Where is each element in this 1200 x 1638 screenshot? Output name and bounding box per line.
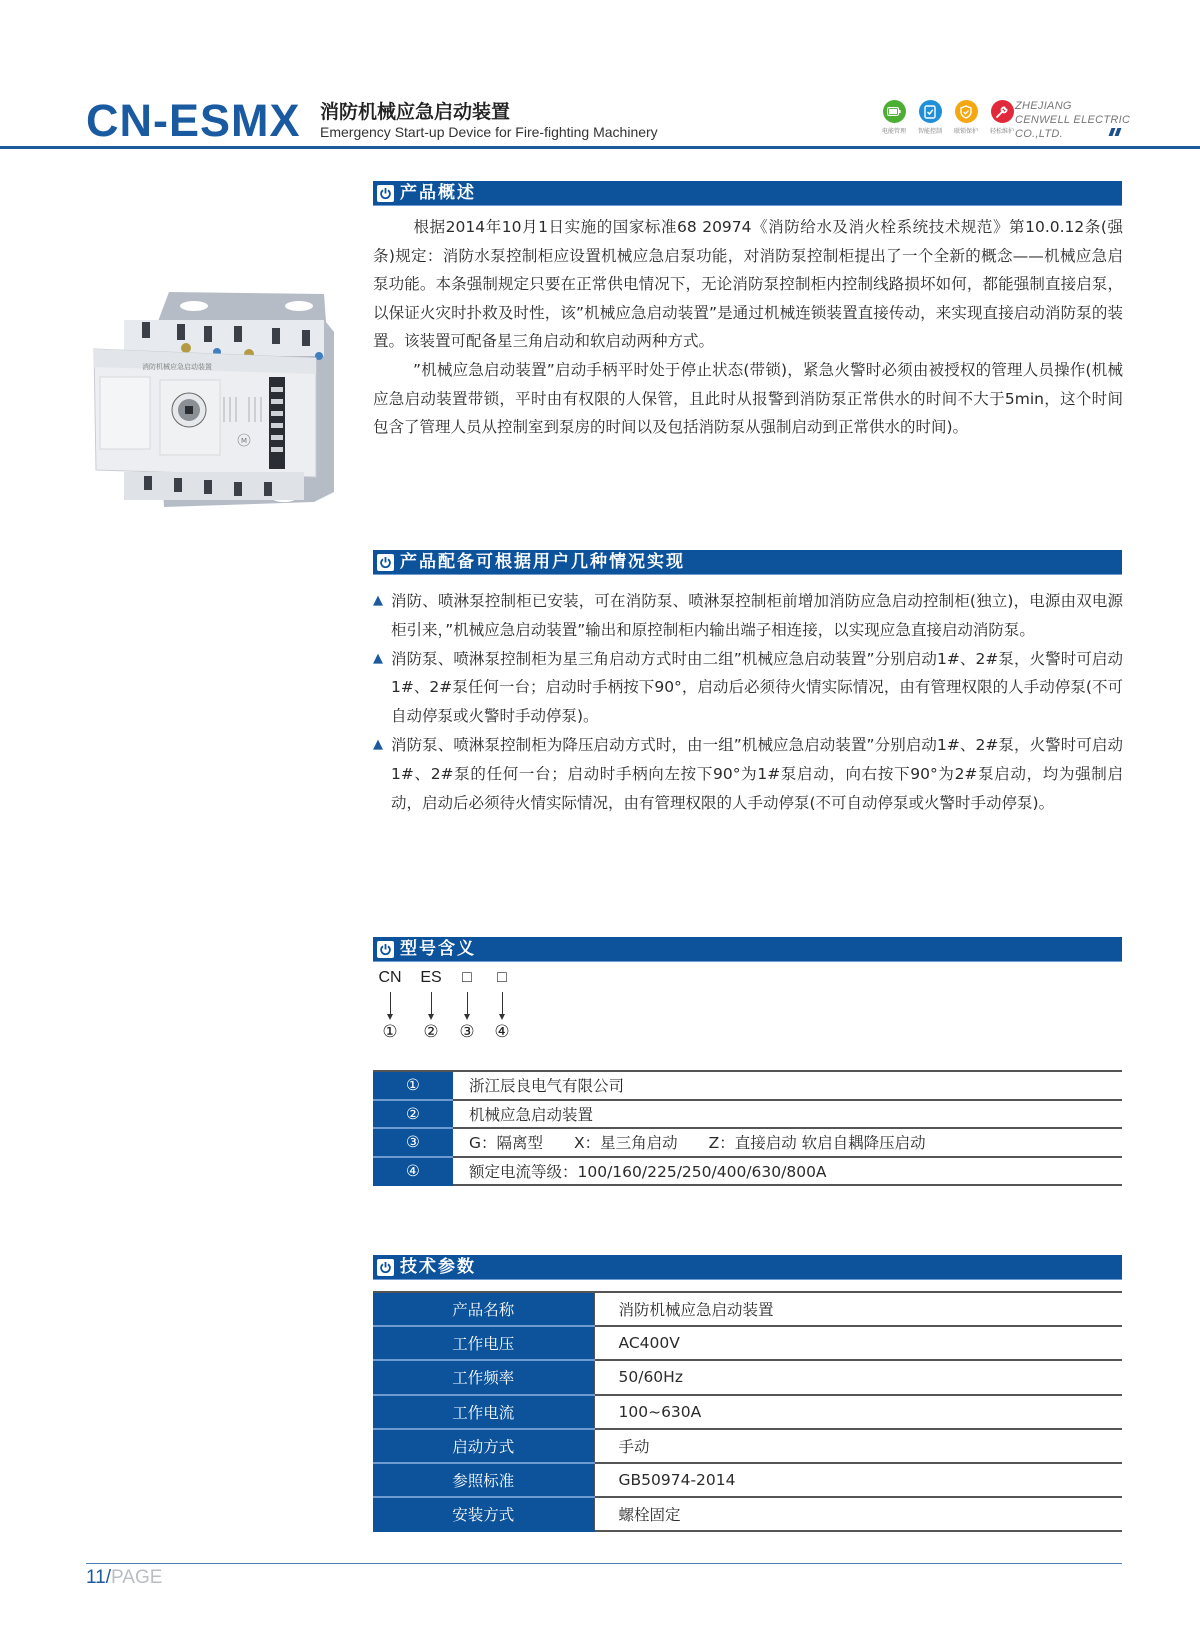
model-meaning-table <box>373 1070 1122 1186</box>
arrow-down-icon <box>467 992 468 1016</box>
row-value: 浙江辰良电气有限公司 <box>453 1071 1122 1100</box>
company-line: ZHEJIANG <box>1015 100 1072 112</box>
feature-interlock <box>952 100 980 135</box>
segment-code: □ <box>462 969 472 986</box>
param-name: 安装方式 <box>373 1497 594 1531</box>
section-header-overview <box>373 181 1122 206</box>
param-value: 螺栓固定 <box>594 1497 1122 1531</box>
page-number-value: 11/ <box>86 1567 112 1588</box>
list-item-text: 消防泵、喷淋泵控制柜为星三角启动方式时由二组”机械应急启动装置”分别启动1#、2#泵，火警时可启动1#、2#泵任何一台；启动时手柄按下90°，启动后必须待火情实际情况，由有管理权限的人手动停泵(不可自动停泵或火警时手动停泵)。 <box>391 649 1123 726</box>
page-word: PAGE <box>111 1567 163 1588</box>
feature-maintenance <box>988 100 1016 135</box>
section-title: 产品概述 <box>400 182 476 203</box>
feature-label: 轻松维护 <box>989 128 1014 135</box>
list-item-text: 消防泵、喷淋泵控制柜为降压启动方式时，由一组”机械应急启动装置”分别启动1#、2#泵，火警时可启动1#、2#泵的任何一台；启动时手柄向左按下90°为1#泵启动，向右按下90°为2#泵启动，均为强制启动，启动后必须待火情实际情况，由有管理权限的人手动停泵(不可自动停泵或火警时手动停泵)。 <box>391 735 1123 812</box>
wrench-icon <box>991 100 1014 123</box>
overview-paragraph-1 <box>373 213 1123 356</box>
footer-divider <box>86 1563 1122 1564</box>
triangle-bullet-icon: ▲ <box>373 650 383 666</box>
table-row <box>373 1395 1122 1429</box>
arrow-down-icon <box>390 992 391 1016</box>
param-value: 手动 <box>594 1429 1122 1463</box>
model-code-diagram <box>373 968 533 1048</box>
section-title: 型号含义 <box>400 938 476 959</box>
panel-label: 消防机械应急启动装置 <box>142 363 212 371</box>
title-en: Emergency Start-up Device for Fire-fighting Machinery <box>320 124 658 140</box>
segment-number: ③ <box>459 1022 475 1042</box>
section-title: 技术参数 <box>400 1256 476 1277</box>
param-name: 参照标准 <box>373 1463 594 1497</box>
feature-icons <box>880 100 1016 135</box>
table-row <box>373 1128 1122 1157</box>
param-value: GB50974-2014 <box>594 1463 1122 1497</box>
section-header-tech-params <box>373 1255 1122 1280</box>
product-image <box>84 292 346 514</box>
param-name: 产品名称 <box>373 1292 594 1326</box>
feature-label: 联锁保护 <box>953 128 978 135</box>
segment-code: CN <box>378 969 402 986</box>
section-title: 产品配备可根据用户几种情况实现 <box>400 551 685 572</box>
company-line: CO.,LTD. <box>1015 128 1064 140</box>
power-icon <box>377 941 394 958</box>
table-row <box>373 1429 1122 1463</box>
segment-code: □ <box>497 969 507 986</box>
model-segment <box>487 968 517 1042</box>
list-item-text: 消防、喷淋泵控制柜已安装，可在消防泵、喷淋泵控制柜前增加消防应急启动控制柜(独立)，电源由双电源柜引来，”机械应急启动装置”输出和原控制柜内输出端子相连接，以实现应急直接启动消防泵。 <box>391 592 1123 639</box>
svg-text:M: M <box>241 437 248 445</box>
shield-check-icon <box>955 100 978 123</box>
row-key: ④ <box>373 1157 453 1186</box>
arrow-down-icon <box>431 992 432 1016</box>
list-item <box>373 645 1123 731</box>
title-cn: 消防机械应急启动装置 <box>320 101 511 123</box>
header-divider <box>0 146 1200 149</box>
section-header-model-meaning <box>373 937 1122 962</box>
model-segment <box>416 968 446 1042</box>
param-value: AC400V <box>594 1326 1122 1360</box>
table-row <box>373 1100 1122 1129</box>
section-header-configurations <box>373 550 1122 575</box>
page-header <box>0 0 1200 150</box>
power-icon <box>377 185 394 202</box>
page-number <box>86 1566 162 1590</box>
battery-icon <box>883 100 906 123</box>
param-name: 工作电流 <box>373 1395 594 1429</box>
power-icon <box>377 1259 394 1276</box>
tech-params-table <box>373 1291 1122 1532</box>
paragraph-text: 根据2014年10月1日实施的国家标准68 20974《消防给水及消火栓系统技术规范》第10.0.12条(强条)规定：消防水泵控制柜应设置机械应急启泵功能，对消防泵控制柜提出了一个全新的概念——机械应急启泵功能。本条强制规定只要在正常供电情况下，无论消防泵控制柜内控制线路损坏如何，都能强制直接启泵，以保证火灾时扑救及时性，该”机械应急启动装置”是通过机械连锁装置直接传动，来实现直接启动消防泵的装置。该装置可配备星三角启动和软启动两种方式。 <box>373 218 1123 351</box>
segment-number: ④ <box>494 1022 510 1042</box>
feature-smart-control <box>916 100 944 135</box>
row-key: ① <box>373 1071 453 1100</box>
row-key: ③ <box>373 1128 453 1157</box>
triangle-bullet-icon: ▲ <box>373 736 383 752</box>
company-logo-mark <box>1108 128 1122 136</box>
row-value: 机械应急启动装置 <box>453 1100 1122 1129</box>
table-row <box>373 1463 1122 1497</box>
table-row <box>373 1292 1122 1326</box>
table-row <box>373 1326 1122 1360</box>
company-line: CENWELL ELECTRIC <box>1015 114 1131 126</box>
triangle-bullet-icon: ▲ <box>373 593 383 608</box>
param-value: 消防机械应急启动装置 <box>594 1292 1122 1326</box>
param-name: 工作频率 <box>373 1360 594 1394</box>
table-row <box>373 1497 1122 1531</box>
row-key: ② <box>373 1100 453 1129</box>
feature-label: 电能管理 <box>881 128 906 135</box>
row-value: G：隔离型 X：星三角启动 Z：直接启动 软启自耦降压启动 <box>453 1128 1122 1157</box>
param-value: 50/60Hz <box>594 1360 1122 1394</box>
model-segment <box>452 968 482 1042</box>
param-value: 100~630A <box>594 1395 1122 1429</box>
segment-number: ① <box>382 1022 398 1042</box>
model-segment <box>375 968 405 1042</box>
overview-paragraph-2 <box>373 356 1123 442</box>
feature-energy <box>880 100 908 135</box>
model-code: CN-ESMX <box>86 95 301 146</box>
row-value: 额定电流等级：100/160/225/250/400/630/800A <box>453 1157 1122 1186</box>
paragraph-text: ”机械应急启动装置”启动手柄平时处于停止状态(带锁)，紧急火警时必须由被授权的管理人员操作(机械应急启动装置带锁，平时由有权限的人保管，且此时从报警到消防泵正常供水的时间不大于5min，这个时间包含了管理人员从控制室到泵房的时间以及包括消防泵从强制启动到正常供水的时间)。 <box>373 361 1123 437</box>
list-item <box>373 731 1123 817</box>
table-row <box>373 1360 1122 1394</box>
arrow-down-icon <box>502 992 503 1016</box>
configuration-list <box>373 587 1123 817</box>
feature-label: 智能控制 <box>917 128 942 135</box>
tablet-check-icon <box>919 100 942 123</box>
power-icon <box>377 554 394 571</box>
param-name: 启动方式 <box>373 1429 594 1463</box>
param-name: 工作电压 <box>373 1326 594 1360</box>
list-item <box>373 587 1123 645</box>
segment-number: ② <box>423 1022 439 1042</box>
table-row <box>373 1157 1122 1186</box>
segment-code: ES <box>420 969 442 986</box>
table-row <box>373 1071 1122 1100</box>
